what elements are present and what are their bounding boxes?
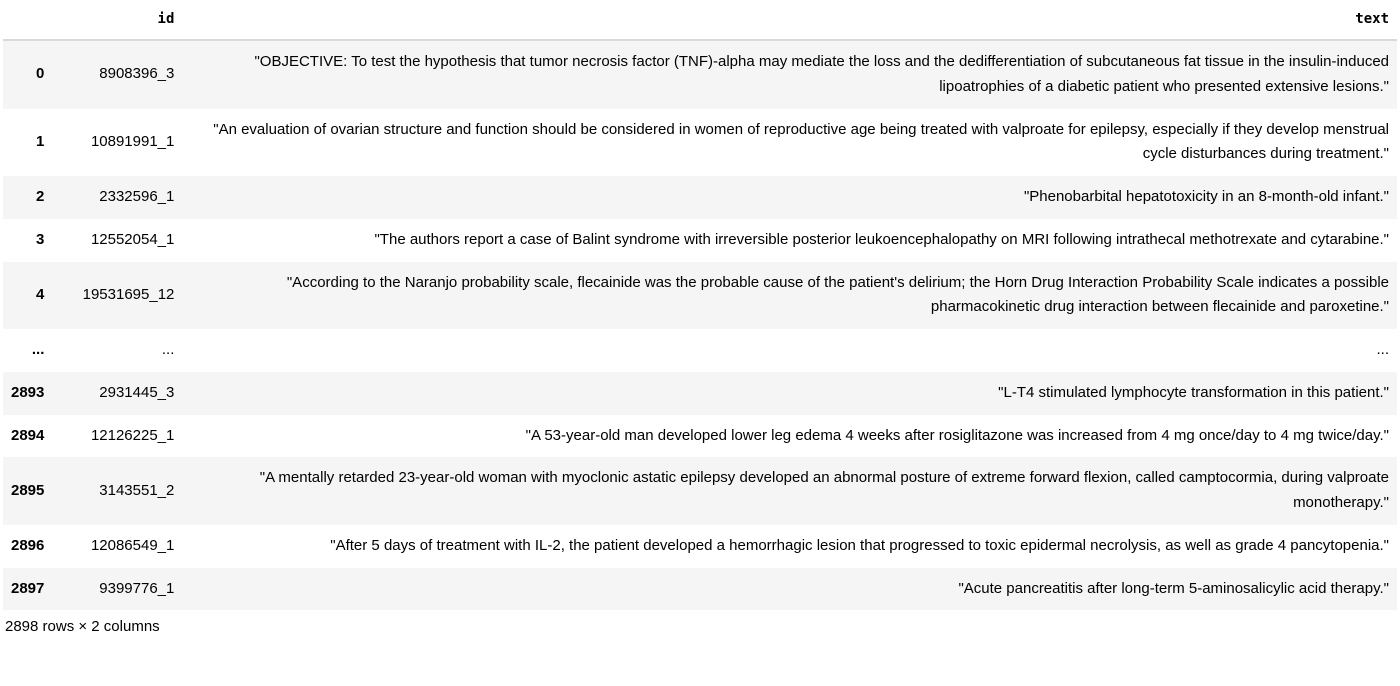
text-cell: "A 53-year-old man developed lower leg edema 4 weeks after rosiglitazone was increased from 4 mg once/day to 4 mg twice/day.": [525, 426, 1389, 444]
header-row: [3, 0, 1397, 40]
text-cell: "L-T4 stimulated lymphocyte transformation in this patient.": [998, 383, 1389, 401]
table-row: [3, 372, 1397, 415]
text-cell: "Phenobarbital hepatotoxicity in an 8-month-old infant.": [1023, 188, 1389, 206]
text-cell: "A mentally retarded 23-year-old woman with myoclonic astatic epilepsy developed an abnormal posture of extreme forward flexion, called camptocormia, during valproate monotherapy.": [259, 469, 1389, 512]
text-cell: "Acute pancreatitis after long-term 5-aminosalicylic acid therapy.": [958, 579, 1389, 597]
row-index-cell: ...: [31, 341, 45, 359]
id-cell: 2332596_1: [99, 188, 175, 206]
id-cell: 9399776_1: [99, 579, 175, 597]
text-cell: ...: [1376, 341, 1389, 359]
id-cell: 12086549_1: [90, 536, 175, 554]
id-cell: 10891991_1: [90, 132, 175, 150]
id-cell: 19531695_12: [82, 285, 175, 303]
table-row: [3, 262, 1397, 330]
id-cell: 3143551_2: [99, 481, 175, 499]
text-cell: "OBJECTIVE: To test the hypothesis that tumor necrosis factor (TNF)-alpha may mediate the loss and the dedifferentiation of subcutaneous fat tissue in the insulin-induced lipoatrophies of a diabetic patient who presented extensive lesions.": [254, 53, 1389, 95]
index-column-header: [3, 0, 52, 40]
text-cell: "The authors report a case of Balint syndrome with irreversible posterior leukoencephalopathy on MRI following intrathecal methotrexate and cytarabine.": [374, 230, 1389, 248]
id-cell: 8908396_3: [99, 65, 175, 83]
row-index-cell: 1: [36, 132, 45, 150]
row-index-cell: 2: [36, 188, 45, 206]
row-index-cell: 0: [36, 65, 45, 83]
dataframe-dimensions: 2898 rows × 2 columns: [5, 618, 160, 636]
dataframe-body: [3, 40, 1397, 610]
id-cell: ...: [161, 341, 175, 359]
text-cell: "After 5 days of treatment with IL-2, the patient developed a hemorrhagic lesion that progressed to toxic epidermal necrolysis, as well as grade 4 pancytopenia.": [330, 536, 1389, 554]
row-index-cell: 2893: [11, 383, 45, 401]
text-cell: "According to the Naranjo probability scale, flecainide was the probable cause of the patient's delirium; the Horn Drug Interaction Probability Scale indicates a possible pharmacokinetic drug interaction between flecainide and paroxetine.": [286, 273, 1389, 316]
table-row: [3, 568, 1397, 611]
table-row: [3, 109, 1397, 177]
table-row: [3, 40, 1397, 109]
table-row: [3, 525, 1397, 568]
column-header-text: text: [182, 0, 1397, 40]
row-index-cell: 2896: [11, 536, 45, 554]
text-cell: "An evaluation of ovarian structure and function should be considered in women of reproductive age being treated with valproate for epilepsy, especially if they develop menstrual cycle disturbances during treatment.": [213, 120, 1389, 163]
column-header-id: id: [52, 0, 182, 40]
row-index-cell: 2897: [11, 579, 45, 597]
id-cell: 12126225_1: [90, 426, 175, 444]
table-row: [3, 176, 1397, 219]
table-row: [3, 415, 1397, 458]
row-index-cell: 2894: [11, 426, 45, 444]
table-row: [3, 457, 1397, 525]
dataframe-header: [3, 0, 1397, 40]
table-row: [3, 329, 1397, 372]
dataframe-table: [3, 0, 1397, 610]
id-cell: 2931445_3: [99, 383, 175, 401]
row-index-cell: 2895: [11, 481, 45, 499]
row-index-cell: 3: [36, 230, 45, 248]
row-index-cell: 4: [36, 285, 45, 303]
table-row: [3, 219, 1397, 262]
id-cell: 12552054_1: [90, 230, 175, 248]
